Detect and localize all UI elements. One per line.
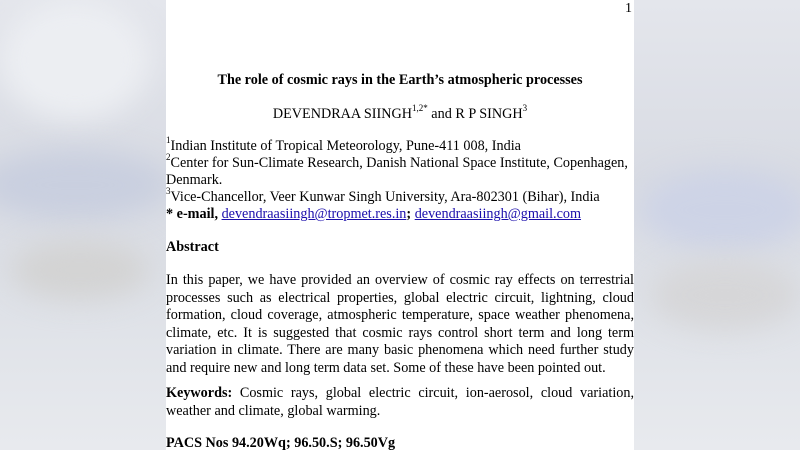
background-blur <box>0 0 150 120</box>
page-number: 1 <box>625 1 632 16</box>
author-joiner: and <box>427 106 456 122</box>
paper-title: The role of cosmic rays in the Earth’s atmospheric processes <box>217 72 583 88</box>
affiliation-marker: 2 <box>166 152 171 163</box>
author-name: DEVENDRAA SIINGH <box>272 106 412 122</box>
affiliation-3 <box>166 186 600 206</box>
affiliation-2-cont <box>166 172 222 189</box>
document-page <box>166 0 634 450</box>
affiliation-marker: 1 <box>166 135 171 146</box>
affiliation-text: Center for Sun-Climate Research, Danish National Space Institute, Copenhagen, <box>170 155 628 171</box>
abstract-heading: Abstract <box>166 239 219 255</box>
keywords-label: Keywords: <box>166 385 233 401</box>
background-blur <box>640 170 800 250</box>
abstract-body: In this paper, we have provided an overview of cosmic ray effects on terrestrial processes such as electrical properties, global electric circuit, lightning, cloud formation, cloud coverage, atmospheric temperature, space weather phenomena, climate, etc. It is suggested that cosmic rays control short term and long term variation in climate. There are many basic phenomena which need further study and require new and long term data set. Some of these have been pointed out. <box>166 272 634 376</box>
affiliation-text: Indian Institute of Tropical Meteorology, Pune-411 008, India <box>170 138 521 154</box>
pacs-numbers: PACS Nos 94.20Wq; 96.50.S; 96.50Vg <box>166 435 396 451</box>
affiliation-text: Denmark. <box>166 172 223 188</box>
keywords-text: Cosmic rays, global electric circuit, ion-aerosol, cloud variation, weather and climate, global warming. <box>166 385 634 419</box>
affiliation-text: Vice-Chancellor, Veer Kunwar Singh University, Ara-802301 (Bihar), India <box>170 189 600 205</box>
keywords-paragraph <box>166 385 634 420</box>
affiliation-1 <box>166 135 521 155</box>
background-blur <box>650 260 800 330</box>
affiliation-2 <box>166 152 628 172</box>
author-name: R P SINGH <box>455 106 523 122</box>
background-blur <box>0 150 170 220</box>
author-superscript: 3 <box>522 103 528 114</box>
email-line <box>166 206 581 223</box>
author-superscript: 1,2* <box>412 103 428 114</box>
email-link-gmail[interactable]: devendraasiingh@gmail.com <box>414 206 582 222</box>
email-separator: ; <box>406 206 415 222</box>
author-line <box>166 103 634 123</box>
background-blur <box>10 240 150 300</box>
affiliation-marker: 3 <box>166 186 171 197</box>
email-label: * e-mail, <box>166 206 222 222</box>
email-link-tropmet[interactable]: devendraasiingh@tropmet.res.in <box>221 206 407 222</box>
